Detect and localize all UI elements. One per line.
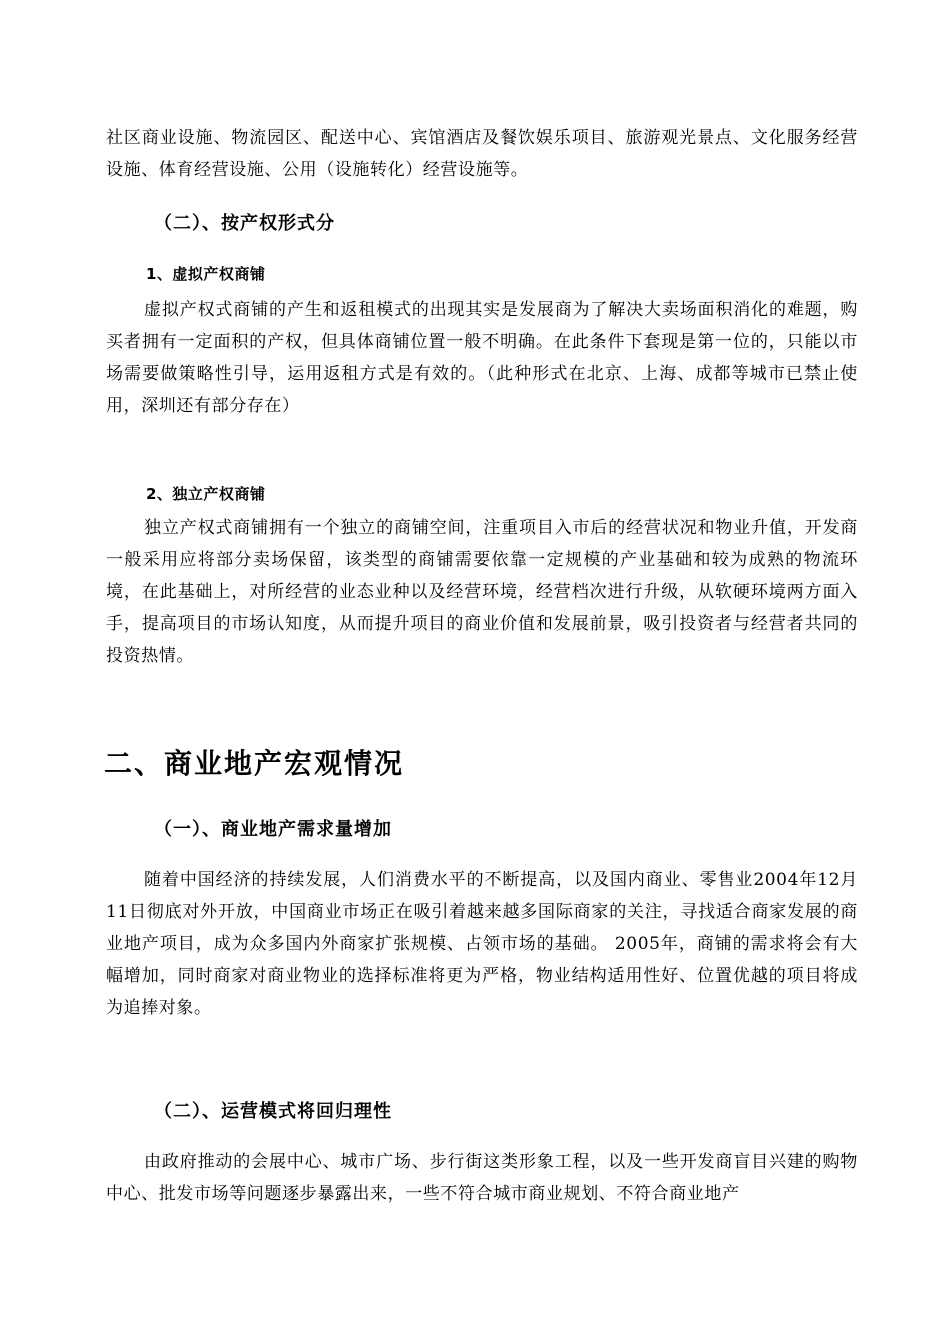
section-heading-property-form: （二）、按产权形式分 <box>154 213 335 234</box>
chapter-heading-macro: 二、商业地产宏观情况 <box>104 747 405 780</box>
subheading-independent-property: 2、独立产权商铺 <box>146 485 266 503</box>
demand-paragraph: 随着中国经济的持续发展，人们消费水平的不断提高，以及国内商业、零售业2004年12月11日彻底对外开放，中国商业市场正在吸引着越来越多国际商家的关注，寻找适合商家发展的商业地产项目，成为众多国内外商家扩张规模、占领市场的基础。 2005年，商铺的需求将会有大幅增加，同时商家对商业物业的选择标准将更为严格，物业结构适用性好、位置优越的项目将成为追捧对象。 <box>106 870 858 1018</box>
section-heading-operation-mode: （二）、运营模式将回归理性 <box>154 1101 392 1122</box>
virtual-property-paragraph: 虚拟产权式商铺的产生和返租模式的出现其实是发展商为了解决大卖场面积消化的难题，购买者拥有一定面积的产权，但具体商铺位置一般不明确。在此条件下套现是第一位的，只能以市场需要做策略性引导，运用返租方式是有效的。（此种形式在北京、上海、成都等城市已禁止使用，深圳还有部分存在） <box>106 300 858 416</box>
operation-mode-paragraph: 由政府推动的会展中心、城市广场、步行街这类形象工程，以及一些开发商盲目兴建的购物中心、批发市场等问题逐步暴露出来，一些不符合城市商业规划、不符合商业地产 <box>106 1152 858 1204</box>
section-heading-demand: （一）、商业地产需求量增加 <box>154 819 392 840</box>
independent-property-paragraph: 独立产权式商铺拥有一个独立的商铺空间，注重项目入市后的经营状况和物业升值，开发商一般采用应将部分卖场保留，该类型的商铺需要依靠一定规模的产业基础和较为成熟的物流环境，在此基础上，对所经营的业态业种以及经营环境，经营档次进行升级，从软硬环境两方面入手，提高项目的市场认知度，从而提升项目的商业价值和发展前景，吸引投资者与经营者共同的投资热情。 <box>106 518 858 666</box>
intro-paragraph: 社区商业设施、物流园区、配送中心、宾馆酒店及餐饮娱乐项目、旅游观光景点、文化服务经营设施、体育经营设施、公用（设施转化）经营设施等。 <box>106 128 858 180</box>
subheading-virtual-property: 1、虚拟产权商铺 <box>146 265 266 283</box>
